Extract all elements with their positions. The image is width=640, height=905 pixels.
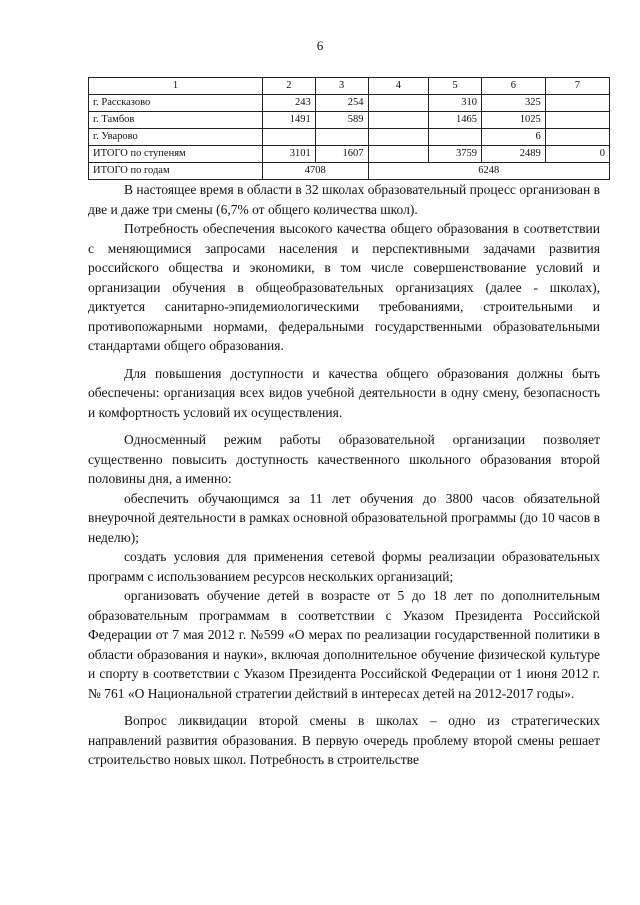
table-cell: 3101 [262,146,315,163]
table-cell: 0 [545,146,609,163]
table-cell: 4708 [262,163,368,180]
table-cell: 243 [262,95,315,112]
document-body [88,180,600,770]
table-cell [368,112,429,129]
table-cell: 3759 [429,146,482,163]
table-header-cell: 4 [368,78,429,95]
table-cell [368,146,429,163]
table-cell [368,129,429,146]
table-cell: 1607 [315,146,368,163]
table-cell: 1025 [481,112,545,129]
table-cell: 589 [315,112,368,129]
table-cell: 1491 [262,112,315,129]
table-cell [368,95,429,112]
table-cell: 6 [481,129,545,146]
page-number: 6 [316,38,324,53]
table-row [89,95,610,112]
table-cell [545,112,609,129]
row-label: ИТОГО по ступеням [89,146,263,163]
table-header-cell: 1 [89,78,263,95]
table-cell: 2489 [481,146,545,163]
schools-shift-table [88,77,610,180]
row-label: г. Уварово [89,129,263,146]
table-row [89,146,610,163]
table-cell: 6248 [368,163,609,180]
table-cell: 325 [481,95,545,112]
table-header-row [89,78,610,95]
table-header-cell: 6 [481,78,545,95]
paragraph: Вопрос ликвидации второй смены в школах – одно из стратегических направлений развития образования. В первую очередь проблему второй смены решает строительство новых школ. Потребность в строительстве [88,713,600,767]
table-header-cell: 5 [429,78,482,95]
paragraph: Односменный режим работы образовательной организации позволяет существенно повысить доступность качественного школьного образования второй половины дня, а именно: [88,432,600,486]
row-label: г. Рассказово [89,95,263,112]
table-cell [315,129,368,146]
row-label: г. Тамбов [89,112,263,129]
table-row [89,129,610,146]
table-header-cell: 3 [315,78,368,95]
table-cell: 310 [429,95,482,112]
table-total-row [89,163,610,180]
paragraph: В настоящее время в области в 32 школах образовательный процесс организован в две и даже три смены (6,7% от общего количества школ). [88,182,600,217]
table-header-cell: 2 [262,78,315,95]
table-cell [545,95,609,112]
table-cell: 254 [315,95,368,112]
table-header-cell: 7 [545,78,609,95]
paragraph: Для повышения доступности и качества общего образования должны быть обеспечены: организация всех видов учебной деятельности в одну смену, безопасность и комфортность условий их осуществления. [88,365,600,420]
table-cell [545,129,609,146]
table-cell [262,129,315,146]
list-item: создать условия для применения сетевой формы реализации образовательных программ с использованием ресурсов нескольких организаций; [88,549,600,584]
table-cell: 1465 [429,112,482,129]
table-cell [429,129,482,146]
paragraph: Потребность обеспечения высокого качества общего образования в соответствии с меняющимися запросами населения и перспективными задачами развития российского общества и экономики, в том числе совершенствование условий и организации обучения в общеобразовательных организациях (далее - школах), диктуется санитарно-эпидемиологическими требованиями, строительными и противопожарными нормами, федеральными государственными образовательными стандартами общего образования. [88,221,600,353]
table-row [89,112,610,129]
list-item: обеспечить обучающимся за 11 лет обучения до 3800 часов обязательной внеурочной деятельности в рамках основной образовательной программы (до 10 часов в неделю); [88,490,600,545]
list-item: организовать обучение детей в возрасте от 5 до 18 лет по дополнительным образовательным программам в соответствии с Указом Президента Российской Федерации от 7 мая 2012 г. №599 «О мерах по реализации государственной политики в области образования и науки», включая дополнительное обучение физической культуре и спорту в соответствии с Указом Президента Российской Федерации от 1 июня 2012 г. № 761 «О Национальной стратегии действий в интересах детей на 2012-2017 годы». [88,588,600,701]
row-label: ИТОГО по годам [89,163,263,180]
